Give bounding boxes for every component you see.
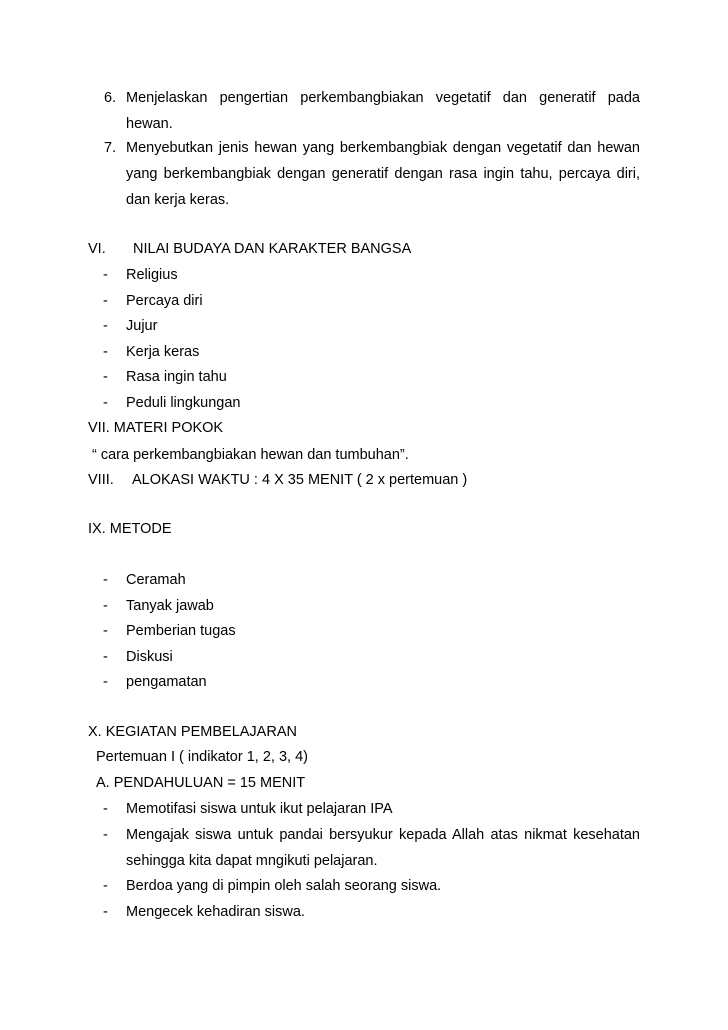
subsection-heading: A. PENDAHULUAN = 15 MENIT: [96, 775, 306, 791]
objective-number: 6.: [104, 90, 117, 106]
bullet-dash: -: [103, 623, 108, 639]
list-item: Diskusi: [126, 649, 173, 665]
list-item: Rasa ingin tahu: [126, 369, 227, 385]
section-heading: VII. MATERI POKOK: [88, 420, 224, 436]
section-heading: X. KEGIATAN PEMBELAJARAN: [88, 724, 297, 740]
list-item: Percaya diri: [126, 293, 203, 309]
objective-line: dan kerja keras.: [126, 192, 230, 208]
bullet-dash: -: [103, 674, 108, 690]
section-text: “ cara perkembangbiakan hewan dan tumbuhan”.: [92, 447, 409, 463]
section-heading: IX. METODE: [88, 521, 172, 537]
list-item: Jujur: [126, 318, 158, 334]
bullet-dash: -: [103, 904, 108, 920]
bullet-dash: -: [103, 801, 108, 817]
list-item-continuation: sehingga kita dapat mngikuti pelajaran.: [126, 853, 378, 869]
bullet-dash: -: [103, 572, 108, 588]
list-item: pengamatan: [126, 674, 207, 690]
list-item: Mengajak siswa untuk pandai bersyukur kepada Allah atas nikmat kesehatan: [126, 827, 640, 843]
bullet-dash: -: [103, 293, 108, 309]
section-number: VI.: [88, 241, 106, 257]
objective-line: Menjelaskan pengertian perkembangbiakan vegetatif dan generatif pada: [126, 90, 640, 106]
list-item: Ceramah: [126, 572, 186, 588]
section-number: VIII.: [88, 472, 114, 488]
objective-line: Menyebutkan jenis hewan yang berkembangbiak dengan vegetatif dan hewan: [126, 140, 640, 156]
list-item: Pemberian tugas: [126, 623, 236, 639]
list-item: Kerja keras: [126, 344, 200, 360]
bullet-dash: -: [103, 267, 108, 283]
objective-line: yang berkembangbiak dengan generatif dengan rasa ingin tahu, percaya diri,: [126, 166, 640, 182]
bullet-dash: -: [103, 318, 108, 334]
bullet-dash: -: [103, 827, 108, 843]
list-item: Peduli lingkungan: [126, 395, 241, 411]
list-item: Memotifasi siswa untuk ikut pelajaran IPA: [126, 801, 393, 817]
list-item: Mengecek kehadiran siswa.: [126, 904, 305, 920]
objective-number: 7.: [104, 140, 117, 156]
section-heading: ALOKASI WAKTU : 4 X 35 MENIT ( 2 x pertemuan ): [132, 472, 468, 488]
section-heading: NILAI BUDAYA DAN KARAKTER BANGSA: [133, 241, 412, 257]
list-item: Tanyak jawab: [126, 598, 214, 614]
bullet-dash: -: [103, 649, 108, 665]
bullet-dash: -: [103, 344, 108, 360]
objective-line: hewan.: [126, 116, 173, 132]
list-item: Religius: [126, 267, 178, 283]
bullet-dash: -: [103, 395, 108, 411]
bullet-dash: -: [103, 598, 108, 614]
meeting-heading: Pertemuan I ( indikator 1, 2, 3, 4): [96, 749, 308, 765]
bullet-dash: -: [103, 369, 108, 385]
list-item: Berdoa yang di pimpin oleh salah seorang siswa.: [126, 878, 442, 894]
bullet-dash: -: [103, 878, 108, 894]
